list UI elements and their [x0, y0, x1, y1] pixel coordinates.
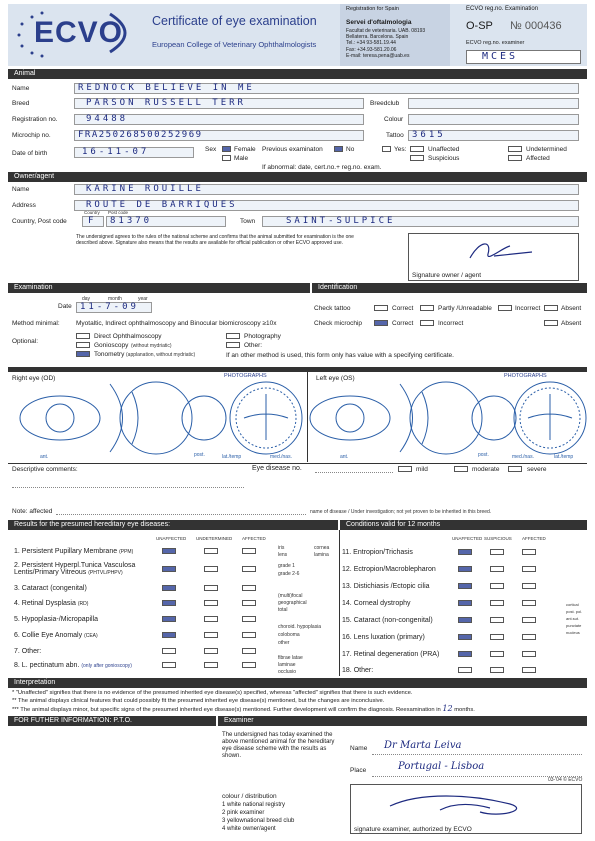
breedclub-label: Breedclub	[370, 100, 400, 107]
c18-unaffected[interactable]	[458, 667, 472, 673]
postcode-value: 81370	[110, 216, 153, 226]
logo-text: ECVO	[34, 16, 124, 49]
c16-unaffected[interactable]	[458, 634, 472, 640]
prev-exam-yes-checkbox[interactable]	[382, 146, 391, 152]
colour-distribution-title: colour / distribution	[222, 793, 277, 800]
c14-affected[interactable]	[522, 600, 536, 606]
unaffected-label: Unaffected	[428, 146, 460, 153]
pectinatum-affected[interactable]	[242, 662, 256, 668]
c14-unaffected[interactable]	[458, 600, 472, 606]
tattoo-incorrect-label: Incorrect	[515, 305, 541, 312]
ppm-undetermined[interactable]	[204, 548, 218, 554]
male-label: Male	[234, 155, 249, 162]
moderate-checkbox[interactable]	[454, 466, 468, 472]
town-value: SAINT-SULPICE	[286, 216, 396, 226]
examiner-section-header: Examiner	[218, 716, 587, 726]
eye-diagram-bar	[8, 367, 587, 372]
c12-unaffected[interactable]	[458, 566, 472, 572]
left-lat-label: lat./temp	[554, 454, 574, 460]
pectinatum-sub-3: occlusio	[278, 669, 297, 675]
sex-label: Sex	[205, 146, 217, 153]
rd-unaffected[interactable]	[162, 600, 176, 606]
unaffected-checkbox[interactable]	[410, 146, 424, 152]
phtvl-undetermined[interactable]	[204, 566, 218, 572]
disease-label: 7. Other:	[14, 648, 42, 655]
hypoplasia-affected[interactable]	[242, 616, 256, 622]
pectinatum-unaffected[interactable]	[162, 662, 176, 668]
pectinatum-sub-2: laminae	[278, 662, 296, 668]
eye-divider	[307, 372, 308, 462]
left-photographs-label: PHOTOGRAPHS	[504, 373, 547, 379]
c11-unaffected[interactable]	[458, 549, 472, 555]
place-value: Portugal - Lisboa	[398, 761, 485, 772]
colour-label: Colour	[384, 116, 404, 123]
animal-section-header: Animal	[8, 69, 587, 79]
country-sublabel: Country	[84, 210, 100, 215]
tonometry-checkbox[interactable]	[76, 351, 90, 357]
tattoo-absent-label: Absent	[561, 305, 582, 312]
c18-affected[interactable]	[522, 667, 536, 673]
exam-year-sublabel: year	[138, 296, 148, 302]
microchip-absent-label: Absent	[561, 320, 582, 327]
other-affected[interactable]	[242, 648, 256, 654]
col-unaffected: UNAFFECTED	[156, 536, 187, 541]
direct-ophthalmoscopy-checkbox[interactable]	[76, 333, 90, 339]
logo	[14, 8, 144, 58]
photography-label: Photography	[244, 333, 281, 340]
conditions-section-header: Conditions valid for 12 months	[340, 520, 587, 530]
ppm-affected[interactable]	[242, 548, 256, 554]
examiner-signature-icon	[380, 788, 560, 822]
registration-for: Registration for Spain	[346, 6, 399, 12]
direct-ophthalmoscopy-label: Direct Ophthalmoscopy	[94, 333, 162, 340]
c13-unaffected[interactable]	[458, 583, 472, 589]
microchip-correct-label: Correct	[392, 320, 414, 327]
disease-no-label: Eye disease no.	[252, 465, 302, 472]
disease-label: 2. Persistent Hyperpl.Tunica Vasculosa Lentis/Primary Vitreous (PHTVL/PHPV)	[14, 562, 136, 576]
owner-name-label: Name	[12, 186, 30, 193]
tattoo-partly-label: Partly /Unreadable	[438, 305, 492, 312]
form-code: 03-'04 © ECVO	[548, 777, 583, 783]
prev-exam-no-label: No	[346, 146, 355, 153]
left-eye-label: Left eye (OS)	[316, 375, 355, 382]
undetermined-checkbox[interactable]	[508, 146, 522, 152]
condition-16: 16. Lens luxation (primary)	[342, 634, 425, 641]
severe-label: severe	[527, 466, 547, 473]
severe-checkbox[interactable]	[508, 466, 522, 472]
further-info-bar: FOR FUTHER INFORMATION: P.T.O.	[8, 716, 216, 726]
owner-section-header: Owner/agent	[8, 172, 587, 182]
gonioscopy-note: (without mydriatic)	[131, 343, 172, 349]
hypoplasia-unaffected[interactable]	[162, 616, 176, 622]
condition-17: 17. Retinal degeneration (PRA)	[342, 651, 440, 658]
microchip-absent-checkbox[interactable]	[544, 320, 558, 326]
pectinatum-undetermined[interactable]	[204, 662, 218, 668]
tattoo-correct-checkbox[interactable]	[374, 305, 388, 311]
tattoo-label: Tattoo	[386, 132, 404, 139]
prev-exam-no-checkbox[interactable]	[334, 146, 343, 152]
rd-undetermined[interactable]	[204, 600, 218, 606]
female-label: Female	[234, 146, 256, 153]
c11-affected[interactable]	[522, 549, 536, 555]
cataract-sub-5: nucleus	[566, 630, 580, 635]
check-microchip-label: Check microchip	[314, 320, 363, 327]
animal-name-label: Name	[12, 85, 30, 92]
tattoo-incorrect-checkbox[interactable]	[498, 305, 512, 311]
exam-date-value: 11-7-09	[80, 302, 139, 312]
phtvl-unaffected[interactable]	[162, 566, 176, 572]
cea-unaffected[interactable]	[162, 632, 176, 638]
gonioscopy-checkbox[interactable]	[76, 342, 90, 348]
female-checkbox[interactable]	[222, 146, 231, 152]
male-checkbox[interactable]	[222, 155, 231, 161]
breed-value: PARSON RUSSELL TERR	[86, 98, 246, 108]
address-value: ROUTE DE BARRIQUES	[86, 200, 238, 210]
mild-label: mild	[416, 466, 428, 473]
comments-label: Descriptive comments:	[12, 466, 78, 473]
rd-sub-1: (multi)focal	[278, 593, 303, 599]
results-section-header: Results for the presumed hereditary eye diseases:	[8, 520, 338, 530]
optional-label: Optional:	[12, 338, 39, 345]
c17-suspicious[interactable]	[490, 651, 504, 657]
cea-sub-1: choroid. hypoplasia	[278, 624, 322, 630]
right-eye-diagram[interactable]	[10, 380, 306, 460]
mild-checkbox[interactable]	[398, 466, 412, 472]
other-unaffected[interactable]	[162, 648, 176, 654]
owner-signature-label: Signature owner / agent	[412, 272, 482, 279]
postcode-sublabel: Post code	[108, 210, 129, 215]
examiner-name-line[interactable]	[372, 754, 582, 755]
tattoo-correct-label: Correct	[392, 305, 414, 312]
cataract-sub-4: punctate	[566, 623, 582, 628]
c13-affected[interactable]	[522, 583, 536, 589]
disease-label: 8. L. pectinatum abn. (only after gonioscopy)	[14, 662, 132, 669]
identification-section-header: Identification	[312, 283, 587, 293]
method-label: Method minimal:	[12, 320, 60, 327]
cea-undetermined[interactable]	[204, 632, 218, 638]
interpretation-section-header: Interpretation	[8, 678, 587, 688]
rd-sub-3: total	[278, 607, 288, 613]
left-ant-label: ant.	[340, 454, 349, 460]
right-post-label: post.	[194, 452, 205, 458]
ppm-unaffected[interactable]	[162, 548, 176, 554]
ppm-sub-iris: iris	[278, 545, 285, 551]
microchip-label: Microchip no.	[12, 132, 51, 139]
affected-label: Affected	[526, 155, 550, 162]
col-affected-right: AFFECTED	[522, 536, 546, 541]
microchip-incorrect-checkbox[interactable]	[420, 320, 434, 326]
condition-11: 11. Entropion/Trichasis	[342, 549, 413, 556]
reg-prefix: O-SP	[466, 20, 493, 32]
cea-sub-3: other	[278, 640, 290, 646]
exam-day-sublabel: day	[82, 296, 91, 302]
condition-13: 13. Distichiasis /Ectopic cilia	[342, 583, 430, 590]
registration-value: 94488	[86, 114, 129, 124]
certificate-subtitle: European College of Veterinary Ophthalmologists	[152, 40, 317, 49]
place-label: Place	[350, 767, 367, 774]
c12-suspicious[interactable]	[490, 566, 504, 572]
interpretation-text: * "Unaffected" signifies that there is no evidence of the presumed inherited eye disease(s) specified, whereas "affected" signifies that there is such evidence. ** The animal displays clinical features that could possibly fit the presumed inherited eye disease(s) mentioned, but the changes are inconclusive. *** The animal displays minor, but specific signs of the presumed inherited eye disease(s) mentioned. Further development will confirm the diagnosis. Reexamination in 12 months.	[12, 690, 475, 714]
gonioscopy-label: Gonioscopy	[94, 342, 129, 349]
results-divider	[339, 530, 340, 676]
c12-affected[interactable]	[522, 566, 536, 572]
cataract-sub-2: post. pol.	[566, 609, 583, 614]
right-eye-label: Right eye (OD)	[12, 375, 56, 382]
phtvl-affected[interactable]	[242, 566, 256, 572]
suspicious-label: Suspicious	[428, 155, 460, 162]
affected-checkbox[interactable]	[508, 155, 522, 161]
c15-suspicious[interactable]	[490, 617, 504, 623]
left-eye-diagram[interactable]	[300, 380, 590, 460]
microchip-correct-checkbox[interactable]	[374, 320, 388, 326]
cataract-unaffected[interactable]	[162, 585, 176, 591]
photography-checkbox[interactable]	[226, 333, 240, 339]
certificate-title: Certificate of eye examination	[152, 14, 317, 28]
c14-suspicious[interactable]	[490, 600, 504, 606]
owner-agreement: The undersigned agrees to the rules of the national scheme and confirms that the animal submitted for examination is the one described above. Signature also means that the results are available for official publication or other ECVO approved use.	[76, 234, 354, 246]
tonometry-note: (applanation, without mydriatic)	[126, 352, 196, 358]
check-tattoo-label: Check tattoo	[314, 305, 351, 312]
breedclub-field[interactable]	[408, 98, 579, 109]
country-value: F	[88, 216, 97, 226]
condition-12: 12. Ectropion/Macroblepharon	[342, 566, 436, 573]
examiner-declaration: The undersigned has today examined the above mentioned animal for the hereditary eye disease scheme with the results as shown.	[222, 732, 335, 759]
left-post-label: post.	[478, 452, 489, 458]
condition-15: 15. Cataract (non-congenital)	[342, 617, 433, 624]
left-med-label: med./nas.	[512, 454, 534, 460]
c17-affected[interactable]	[522, 651, 536, 657]
cataract-sub-1: cortical	[566, 602, 579, 607]
examination-section-header: Examination	[8, 283, 310, 293]
examiner-name-label: Name	[350, 745, 368, 752]
reg-number: № 000436	[510, 20, 562, 32]
suspicious-checkbox[interactable]	[410, 155, 424, 161]
dob-value: 16-11-07	[82, 147, 150, 157]
c17-unaffected[interactable]	[458, 651, 472, 657]
exam-month-sublabel: month	[108, 296, 122, 302]
colour-field[interactable]	[408, 114, 579, 125]
ppm-sub-lens: lens	[278, 552, 288, 558]
c15-affected[interactable]	[522, 617, 536, 623]
undetermined-label: Undetermined	[526, 146, 567, 153]
country-label: Country, Post code	[12, 218, 67, 225]
disease-label: 3. Cataract (congenital)	[14, 585, 87, 592]
service-address: Facultat de veterinaria. UAB. 08193 Bellaterra. Barcelona. Spain Tel.: +34 93-581.19.44 Fax: +34.93-581.20.06 E-mail: teresa.pena@uab.es	[346, 28, 426, 59]
town-label: Town	[240, 218, 256, 225]
right-lat-label: lat./temp	[222, 454, 242, 460]
microchip-value: FRA250268500252969	[78, 130, 203, 140]
breed-label: Breed	[12, 100, 30, 107]
rd-affected[interactable]	[242, 600, 256, 606]
service-name: Servei d'oftalmologia	[346, 19, 412, 26]
other-method-note: If an other method is used, this form only has value with a specifying certificate.	[226, 352, 454, 359]
disease-label: 5. Hypoplasia-/Micropapilla	[14, 616, 99, 623]
rd-sub-2: geographical	[278, 600, 307, 606]
other-method-checkbox[interactable]	[226, 342, 240, 348]
c16-affected[interactable]	[522, 634, 536, 640]
prev-exam-yes-label: Yes:	[394, 146, 407, 153]
other-method-label: Other:	[244, 342, 263, 349]
col-unaffected-right: UNAFFECTED	[452, 536, 483, 541]
moderate-label: moderate	[472, 466, 500, 473]
comments-line[interactable]	[12, 487, 244, 488]
examiner-signature-label: signature examiner, authorized by ECVO	[354, 826, 472, 833]
dob-label: Date of birth	[12, 150, 48, 157]
note-line[interactable]	[56, 514, 306, 515]
colour-distribution-list: 1 white national registry 2 pink examiner 3 yellownational breed club 4 white owner/agent	[222, 802, 295, 832]
col-affected: AFFECTED	[242, 536, 266, 541]
cea-affected[interactable]	[242, 632, 256, 638]
pectinatum-sub-1: fibrae latae	[278, 655, 303, 661]
c18-suspicious[interactable]	[490, 667, 504, 673]
cataract-undetermined[interactable]	[204, 585, 218, 591]
examiner-code: MCES	[482, 51, 519, 62]
registration-label: Registration no.	[12, 116, 58, 123]
disease-label: 1. Persistent Pupillary Membrane (PPM)	[14, 548, 134, 555]
col-undetermined: UNDETERMINED	[196, 536, 233, 541]
c16-suspicious[interactable]	[490, 634, 504, 640]
c11-suspicious[interactable]	[490, 549, 504, 555]
tattoo-value: 3615	[412, 130, 446, 140]
owner-name-value: KARINE ROUILLE	[86, 184, 204, 194]
tattoo-absent-checkbox[interactable]	[544, 305, 558, 311]
condition-14: 14. Corneal dystrophy	[342, 600, 411, 607]
abnormal-note: If abnormal: date, cert.no.+ reg.no. exam.	[262, 164, 382, 171]
tonometry-label: Tonometry	[94, 351, 125, 358]
disease-label: 4. Retinal Dysplasia (RD)	[14, 600, 89, 607]
exam-date-label: Date	[58, 303, 72, 310]
note-affected-label: Note: affected	[12, 508, 53, 515]
microchip-incorrect-label: Incorrect	[438, 320, 464, 327]
c15-unaffected[interactable]	[458, 617, 472, 623]
tattoo-partly-checkbox[interactable]	[420, 305, 434, 311]
method-text: Myotaltic, Indirect ophthalmoscopy and Binocular biomicroscopy ≥10x	[76, 320, 277, 327]
examiner-label: ECVO reg.no. examiner	[466, 40, 525, 46]
cataract-affected[interactable]	[242, 585, 256, 591]
cea-sub-2: colobomа	[278, 632, 300, 638]
owner-signature-icon	[440, 236, 550, 268]
disease-label: 6. Collie Eye Anomaly (CEA)	[14, 632, 98, 639]
animal-name-value: REDNOCK BELIEVE IN ME	[78, 83, 255, 93]
cataract-sub-3: ant.sut.	[566, 616, 580, 621]
condition-18: 18. Other:	[342, 667, 374, 674]
prev-exam-label: Previous examinaton	[262, 146, 323, 153]
col-suspicious: SUSPICIOUS	[484, 536, 512, 541]
phtvl-sub-2: grade 2-6	[278, 571, 300, 577]
reg-no-label: ECVO reg.no. Examination	[466, 6, 539, 12]
note-text: name of disease / Under investigation; not yet proven to be inherited in this breed.	[310, 509, 492, 515]
comments-underline	[8, 463, 587, 464]
phtvl-sub-1: grade 1	[278, 563, 295, 569]
hypoplasia-undetermined[interactable]	[204, 616, 218, 622]
address-label: Address	[12, 202, 36, 209]
right-med-label: med./nas.	[270, 454, 292, 460]
ppm-sub-lamina: lamina	[314, 552, 329, 558]
examiner-name-value: Dr Marta Leiva	[384, 740, 462, 751]
c13-suspicious[interactable]	[490, 583, 504, 589]
disease-no-line[interactable]	[315, 472, 393, 473]
other-undetermined[interactable]	[204, 648, 218, 654]
right-photographs-label: PHOTOGRAPHS	[224, 373, 267, 379]
ppm-sub-cornea: cornea	[314, 545, 330, 551]
right-ant-label: ant.	[40, 454, 49, 460]
